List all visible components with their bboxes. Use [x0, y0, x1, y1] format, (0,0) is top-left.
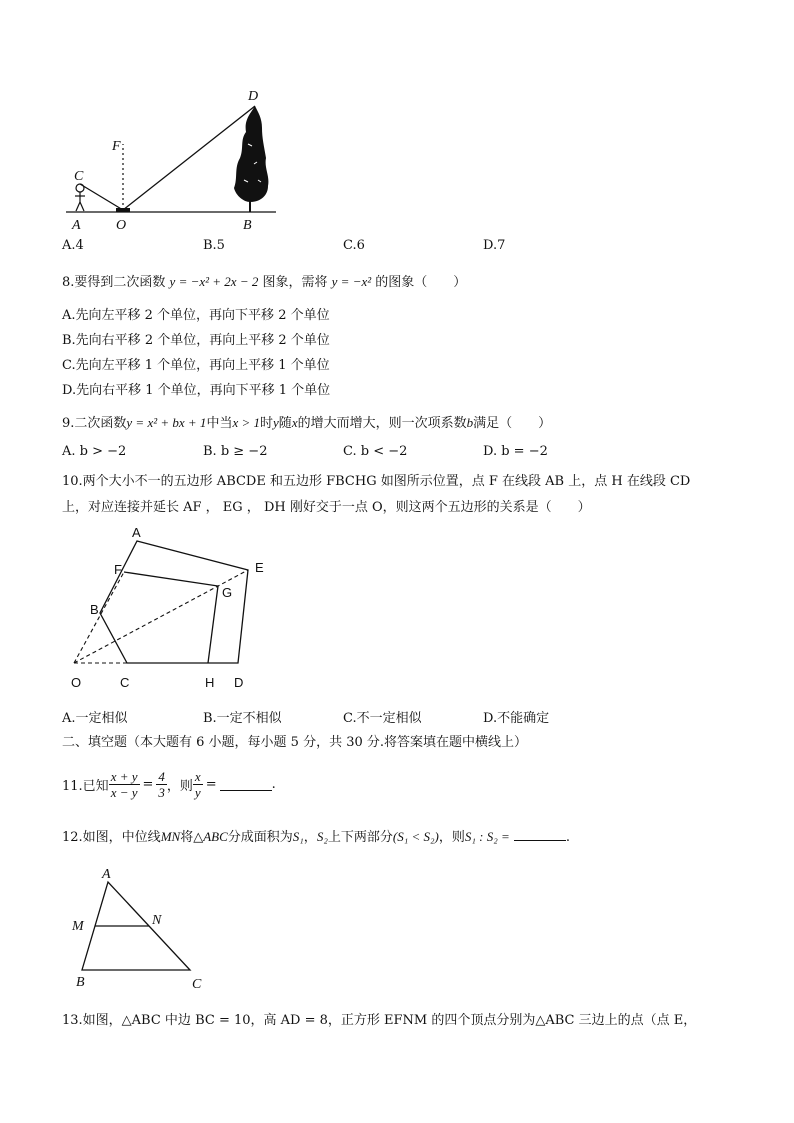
q11-prefix: 11.已知: [62, 778, 109, 794]
q8-stem-middle: 图象，需将: [262, 275, 328, 290]
q10-option-b[interactable]: B.一定不相似: [203, 711, 282, 726]
q10-label-O: O: [71, 675, 82, 690]
q12-label-N: N: [152, 913, 162, 928]
q12-mid4: ，则: [438, 830, 465, 845]
q9-formula: y = x² + bx + 1: [126, 415, 207, 430]
person-icon: [75, 184, 85, 211]
q8-option-a[interactable]: A.先向左平移 2 个单位，再向下平移 2 个单位: [62, 308, 330, 323]
q12-ratio: S₁ : S₂ =: [464, 829, 510, 844]
q10-label-G: G: [222, 585, 233, 600]
q7-label-F: F: [112, 139, 121, 154]
q7-option-c[interactable]: C.6: [343, 238, 365, 253]
q12-mid3: 上下两部分: [327, 830, 393, 845]
q10-stem-line1: 10.两个大小不一的五边形 ABCDE 和五边形 FBCHG 如图所示位置，点 F 在线段 AB 上，点 H 在线段 CD: [62, 474, 691, 489]
q11-fraction-1: [109, 769, 140, 800]
q12-label-A: A: [102, 867, 111, 882]
q8-formula-1: y = −x² + 2x − 2: [169, 274, 259, 289]
section2-heading: 二、填空题（本大题有 6 小题，每小题 5 分，共 30 分.将答案填在题中横线上）: [62, 735, 528, 750]
q11-equals-2: =: [205, 776, 217, 792]
q7-label-D: D: [248, 89, 259, 104]
q12-mn: MN: [160, 829, 181, 844]
q10-label-B: B: [90, 602, 99, 617]
q10-label-E: E: [255, 560, 264, 575]
q12-figure: [64, 862, 204, 994]
q11-equals: =: [142, 776, 154, 792]
q9-option-b[interactable]: B. b ≥ −2: [203, 444, 268, 459]
q9-mid1: 中当: [206, 416, 233, 431]
q7-option-a[interactable]: A.4: [62, 238, 84, 253]
q10-label-F: F: [114, 562, 122, 577]
q10-option-a[interactable]: A.一定相似: [62, 711, 128, 726]
q9-suffix1: 的增大而增大，则一次项系数: [297, 416, 467, 431]
q10-option-d[interactable]: D.不能确定: [483, 711, 550, 726]
q12-stem: [62, 826, 570, 845]
q11-answer-blank[interactable]: [220, 778, 272, 791]
q9-option-c[interactable]: C. b < −2: [343, 444, 408, 459]
q10-option-c[interactable]: C.不一定相似: [343, 711, 422, 726]
q12-comma: ，: [303, 830, 317, 845]
q11-mid: ，则: [166, 778, 193, 794]
q10-label-H: H: [205, 675, 215, 690]
q9-stem: [62, 412, 551, 431]
q12-label-M: M: [72, 919, 84, 934]
q11-frac2-numerator: 4: [158, 768, 165, 784]
q12-mid2: 分成面积为: [227, 830, 293, 845]
q9-stem-prefix: 9.二次函数: [62, 416, 127, 431]
q10-label-A: A: [132, 525, 141, 540]
q11-fraction-3: [193, 769, 203, 800]
q12-abc: ABC: [203, 829, 228, 844]
q12-label-C: C: [192, 977, 202, 992]
q12-mid1: 将△: [180, 830, 204, 845]
q11-frac3-numerator: x: [194, 768, 201, 784]
q11-stem: [62, 764, 276, 804]
q8-stem-suffix: 的图象（ ）: [375, 275, 467, 290]
q9-mid2: 时: [260, 416, 274, 431]
q7-figure: [58, 84, 298, 234]
q11-end: .: [271, 776, 276, 792]
q12-s1: S₁: [292, 829, 304, 844]
q10-figure: [62, 524, 282, 696]
q8-option-c[interactable]: C.先向左平移 1 个单位，再向上平移 1 个单位: [62, 358, 330, 373]
q11-frac1-numerator: x + y: [110, 768, 138, 784]
q11-frac3-denominator: y: [194, 784, 201, 800]
q13-stem: 13.如图，△ABC 中边 BC = 10，高 AD = 8，正方形 EFNM 的四个顶点分别为△ABC 三边上的点（点 E，: [62, 1013, 697, 1028]
q9-y: y: [273, 415, 279, 430]
q9-cond: x > 1: [232, 415, 260, 430]
q12-label-B: B: [76, 975, 85, 990]
q7-label-A: A: [72, 218, 81, 233]
q9-mid3: 随: [278, 416, 292, 431]
q7-label-C: C: [74, 169, 84, 184]
q7-option-d[interactable]: D.7: [483, 238, 506, 253]
q8-stem-prefix: 8.要得到二次函数: [62, 275, 166, 290]
q9-x: x: [291, 415, 298, 430]
q12-answer-blank[interactable]: [514, 828, 566, 841]
q12-prefix: 12.如图，中位线: [62, 830, 161, 845]
q9-option-d[interactable]: D. b = −2: [483, 444, 548, 459]
q7-option-b[interactable]: B.5: [203, 238, 225, 253]
q10-label-D: D: [234, 675, 244, 690]
q8-formula-2: y = −x²: [331, 274, 372, 289]
tree-icon: [234, 106, 268, 212]
q7-label-B: B: [243, 218, 252, 233]
q9-suffix2: 满足（ ）: [473, 416, 552, 431]
q11-frac1-denominator: x − y: [110, 784, 138, 800]
q8-stem: [62, 271, 466, 290]
q10-stem-line2: 上，对应连接并延长 AF ， EG ， DH 刚好交于一点 O，则这两个五边形的关系是（ ）: [62, 500, 591, 515]
q9-option-a[interactable]: A. b > −2: [62, 444, 127, 459]
q12-end: .: [565, 830, 571, 845]
q8-option-d[interactable]: D.先向右平移 1 个单位，再向下平移 1 个单位: [62, 383, 331, 398]
q8-option-b[interactable]: B.先向右平移 2 个单位，再向上平移 2 个单位: [62, 333, 330, 348]
q10-label-C: C: [120, 675, 130, 690]
q11-fraction-2: [156, 769, 167, 800]
q11-frac2-denominator: 3: [158, 784, 165, 800]
q7-label-O: O: [116, 218, 127, 233]
q12-cond: (S₁ < S₂): [392, 829, 439, 844]
q9-b: b: [466, 415, 474, 430]
q12-s2: S₂: [316, 829, 328, 844]
